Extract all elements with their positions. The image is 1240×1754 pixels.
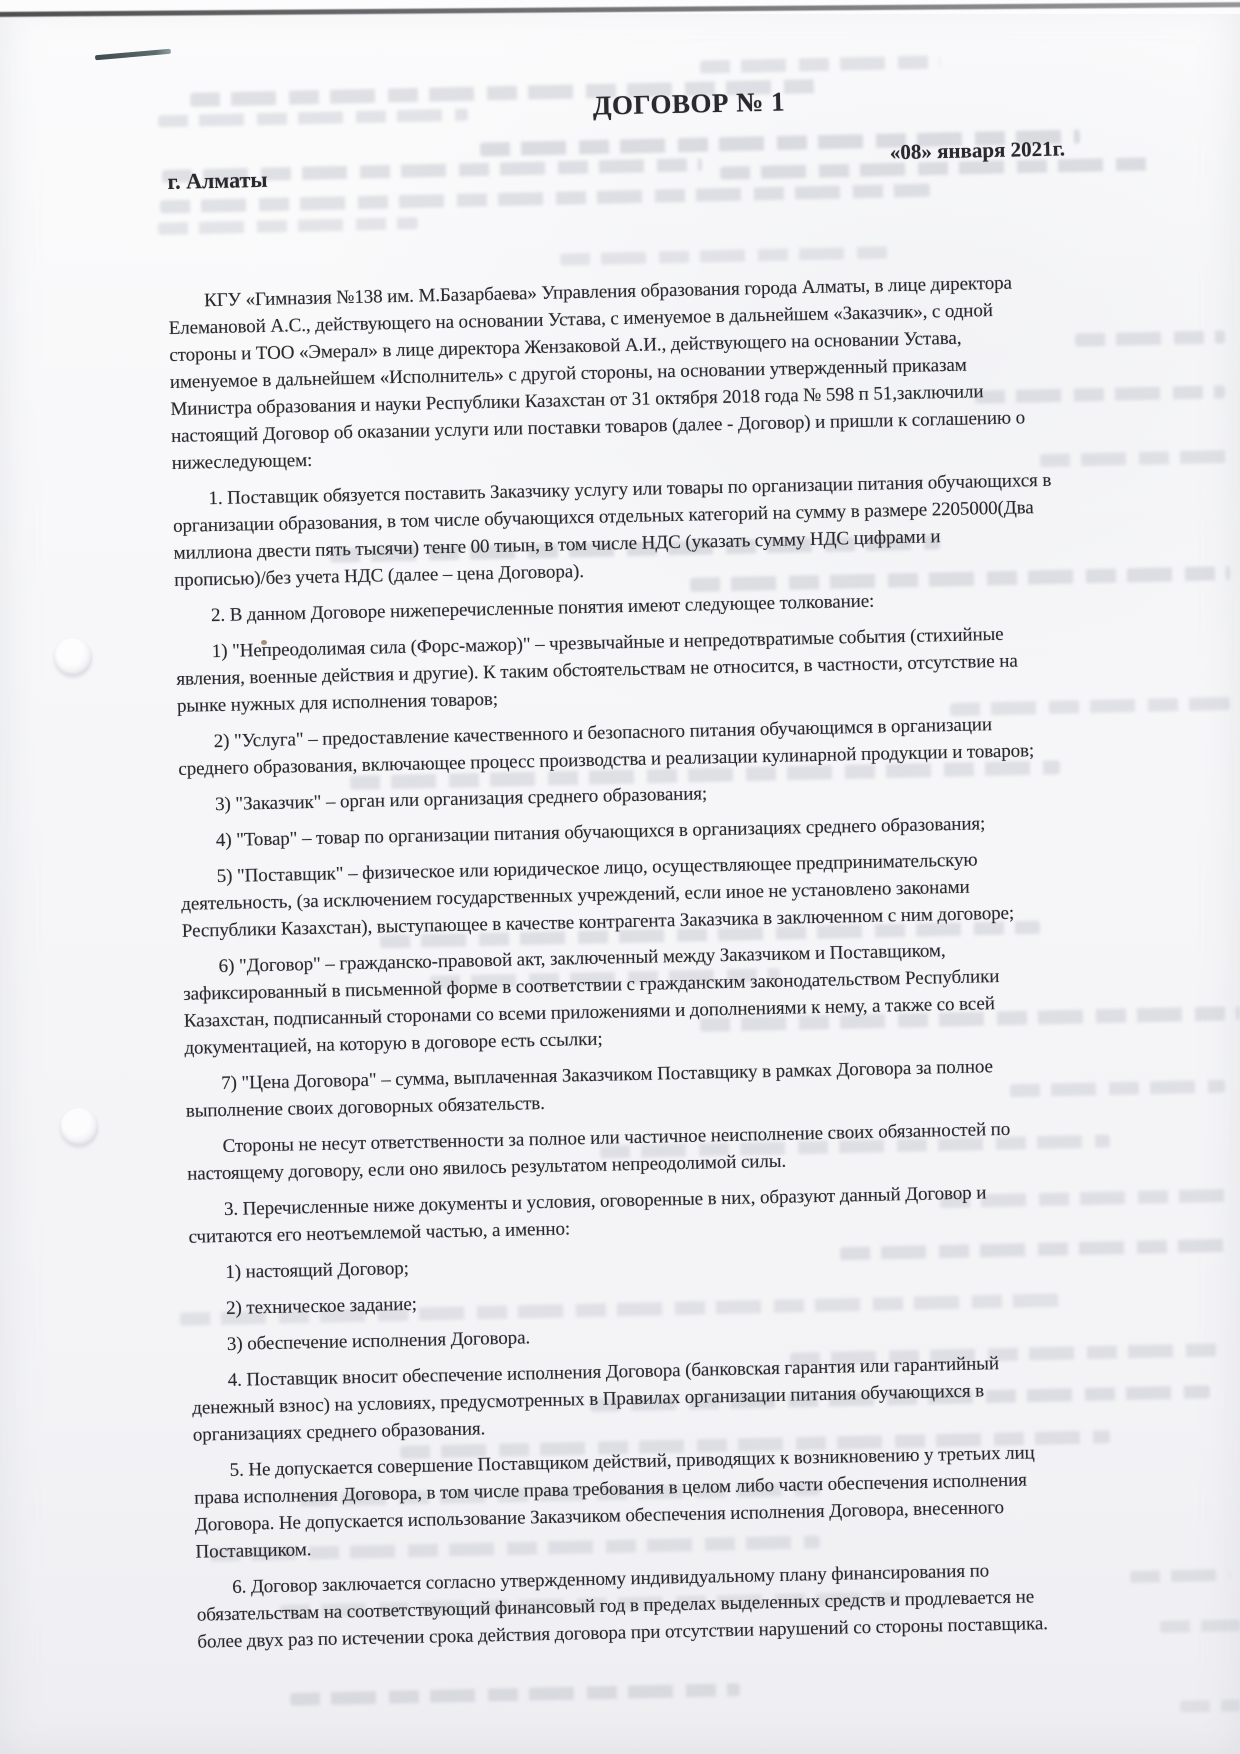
paragraph-definition-2: 2) "Услуга" – предоставление качественного и безопасного питания обучающимся в организации среднего образования, включающее процесс производства и реализации кулинарной продукции и товаров; (178, 714, 1035, 780)
paragraph-definition-1: 1) "Непреодолимая сила (Форс-мажор)" – чрезвычайные и непредотвратимые события (стихийные явления, военные действия и другие). К таким обстоятельствам не относится, в частности, отсутствие на рынке нужных для исполнения товаров; (176, 623, 1018, 717)
paragraph-list-item-1: 1) настоящий Договор; (225, 1257, 410, 1283)
paragraph-definition-4: 4) "Товар" – товар по организации питания обучающихся в организациях среднего образования; (215, 813, 986, 852)
paragraph-definition-3: 3) "Заказчик" – орган или организация среднего образования; (214, 783, 708, 816)
document-body (168, 267, 1163, 1665)
bleed-through-text (1160, 1619, 1240, 1633)
paragraph-force-majeure-note: Стороны не несут ответственности за полное или частичное неисполнение своих обязанностей по настоящему договору, если оно явилось результатом непреодолимой силы. (186, 1118, 1011, 1185)
document-date: «08» января 2021г. (889, 136, 1066, 165)
document-title: ДОГОВОР № 1 (592, 86, 786, 121)
paragraph-clause-6: 6. Договор заключается согласно утвержденному индивидуальному плану финансирования по обязательствам на соответствующий финансовый год в пределах выделенных средств и продлевается не более двух раз по истечении срока действия договора при отсутствии нарушений со стороны поставщика. (196, 1560, 1049, 1653)
punch-hole-bottom (60, 1108, 98, 1146)
punch-hole-top (54, 638, 92, 676)
paragraph-clause-3: 3. Перечисленные ниже документы и условия, оговоренные в них, образуют данный Договор и считаются его неотъемлемой частью, а именно: (188, 1182, 987, 1248)
paragraph-definition-6: 6) "Договор" – гражданско-правовой акт, заключенный между Заказчиком и Поставщиком, зафиксированный в письменной форме в соответствии с гражданским законодательством Республики Казахстан, подписанный сторонами со всеми приложениями и дополнениями к нему, а также со всей документацией, на которую в договоре есть ссылки; (183, 940, 1000, 1059)
paragraph-clause-2: 2. В данном Договоре нижеперечисленные понятия имеют следующее толкование: (210, 590, 875, 627)
paragraph-clause-4: 4. Поставщик вносит обеспечение исполнения Договора (банковская гарантия или гарантийный денежный взнос) на условиях, предусмотренных в Правилах организации питания обучающихся в организациях среднего образования. (192, 1353, 1000, 1446)
paragraph-clause-1: 1. Поставщик обязуется поставить Заказчику услугу или товары по организации питания обучающихся в организации образования, в том числе обучающихся отдельных категорий на сумму в размере 2205000(Два миллиона двести пять тысячи) тенге 00 тиын, в том числе НДС (указать сумму НДС цифрами и прописью)/без учета НДС (далее – цена Договора). (172, 469, 1052, 591)
paragraph-list-item-3: 3) обеспечение исполнения Договора. (226, 1327, 531, 1355)
paragraph-list-item-2: 2) техническое задание; (225, 1293, 418, 1319)
paragraph-preamble: КГУ «Гимназия №138 им. М.Базарбаева» Управления образования города Алматы, в лице директора Елемановой А.С., действующего на основании Устава, с именуемое в дальнейшем «Заказчик», с одной стороны и ТОО «Эмерал» в лице директора Жензаковой А.И., действующего на основании Устава, именуемое в дальнейшем «Исполнитель» с другой стороны, на основании утвержденный приказам Министра образования и науки Республики Казахстан от 31 октября 2018 года № 598 п 51,заключили настоящий Договор об оказании услуги или поставки товаров (далее - Договор) и пришли к соглашению о нижеследующем: (168, 272, 1026, 474)
staple-mark (95, 49, 171, 61)
paragraph-clause-5: 5. Не допускается совершение Поставщиком действий, приводящих к возникновению у третьих лиц права исполнения Договора, в том числе права требования в целом либо части обеспечения исполнения Договора. Не допускается использование Заказчиком обеспечения исполнения Договора, внесенного Поставщиком. (194, 1442, 1035, 1563)
bleed-through-text (1180, 1699, 1240, 1712)
document-content (163, 49, 1164, 1720)
paragraph-definition-5: 5) "Поставщик" – физическое или юридическое лицо, осуществляющее предпринимательскую деятельность, (за исключением государственных учреждений, если иное не установлено законами Республики Казахстан), выступающее в качестве контрагента Заказчика в заключенном с ним договоре; (181, 849, 1015, 942)
document-city: г. Алматы (167, 166, 268, 194)
paragraph-definition-7: 7) "Цена Договора" – сумма, выплаченная Заказчиком Поставщику в рамках Договора за полное выполнение своих договорных обязательств. (185, 1056, 994, 1122)
